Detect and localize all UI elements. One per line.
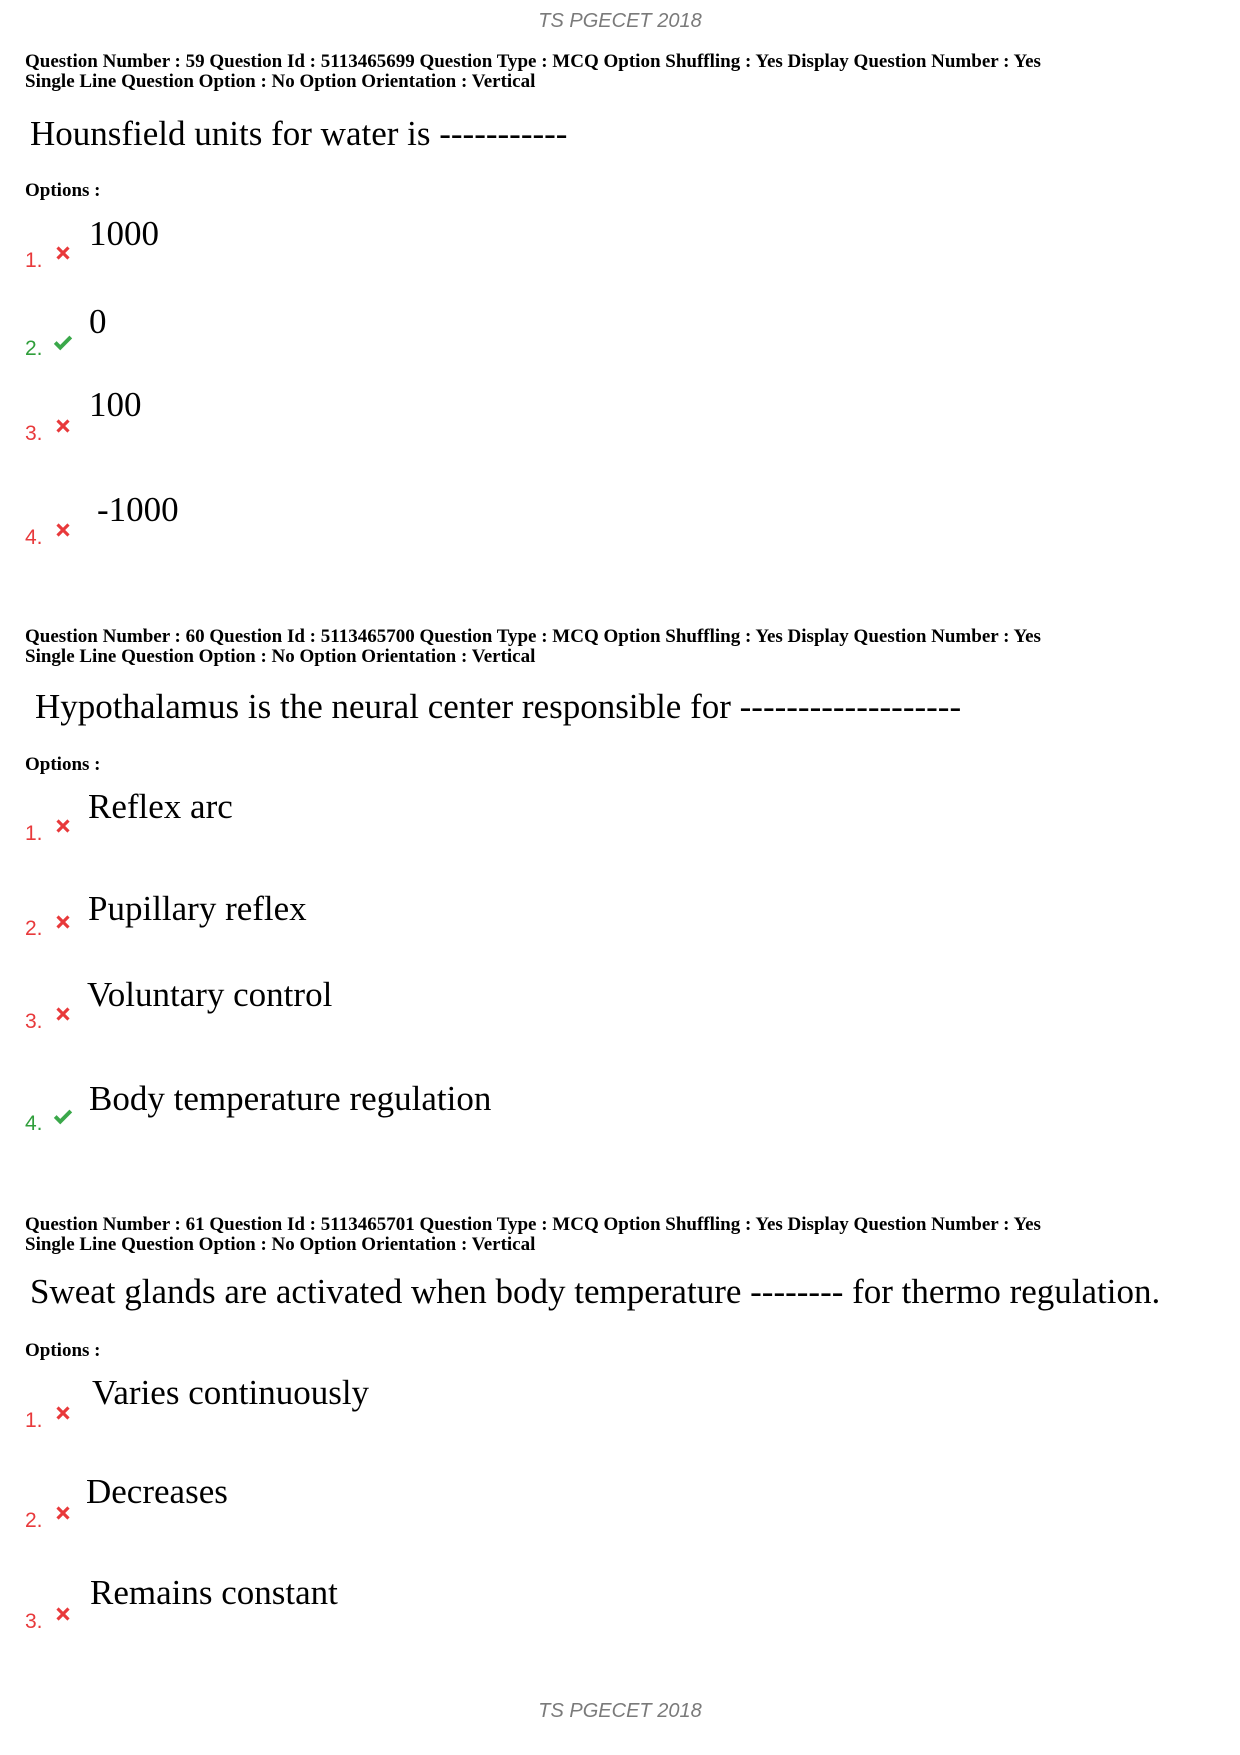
- option-1: [25, 787, 925, 847]
- cross-icon: [52, 519, 74, 541]
- option-number: 2.: [25, 337, 43, 360]
- question-59: [25, 51, 1225, 549]
- check-icon: [52, 332, 74, 354]
- option-1: [25, 1373, 925, 1433]
- cross-icon: [52, 1003, 74, 1025]
- question-meta: [25, 1215, 1225, 1255]
- option-3: [25, 1573, 925, 1633]
- question-61: [25, 1214, 1225, 1633]
- option-text: 1000: [89, 214, 159, 253]
- option-number: 2.: [25, 1509, 43, 1532]
- option-number: 3.: [25, 422, 43, 445]
- question-meta-line2: Single Line Question Option : No Option Orientation : Vertical: [25, 71, 536, 92]
- option-text: Remains constant: [90, 1573, 338, 1612]
- option-number: 3.: [25, 1010, 43, 1033]
- question-meta-line1: Question Number : 59 Question Id : 5113465699 Question Type : MCQ Option Shuffling : Yes Display Question Number : Yes: [25, 51, 1041, 72]
- option-text: 0: [89, 302, 107, 341]
- option-number: 4.: [25, 526, 43, 549]
- cross-icon: [52, 1603, 74, 1625]
- options-label: Options :: [25, 180, 101, 201]
- option-4: [25, 490, 925, 550]
- option-number: 2.: [25, 917, 43, 940]
- question-meta-line1: Question Number : 61 Question Id : 5113465701 Question Type : MCQ Option Shuffling : Yes Display Question Number : Yes: [25, 1214, 1041, 1235]
- question-meta: [25, 627, 1225, 667]
- option-number: 4.: [25, 1112, 43, 1135]
- page-header: TS PGECET 2018: [538, 10, 702, 32]
- options-label: Options :: [25, 754, 101, 775]
- option-1: [25, 214, 925, 274]
- option-4: [25, 1079, 925, 1139]
- question-60: [25, 626, 1225, 1135]
- question-text: Hounsfield units for water is -----------: [30, 114, 568, 153]
- question-meta-line1: Question Number : 60 Question Id : 5113465700 Question Type : MCQ Option Shuffling : Yes Display Question Number : Yes: [25, 626, 1041, 647]
- cross-icon: [52, 815, 74, 837]
- question-text: Sweat glands are activated when body temperature -------- for thermo regulation.: [30, 1272, 1161, 1311]
- option-number: 1.: [25, 822, 43, 845]
- question-meta-line2: Single Line Question Option : No Option Orientation : Vertical: [25, 646, 536, 667]
- option-3: [25, 385, 925, 445]
- option-2: [25, 1472, 925, 1532]
- option-number: 1.: [25, 1409, 43, 1432]
- option-2: [25, 302, 925, 362]
- option-number: 3.: [25, 1610, 43, 1633]
- cross-icon: [52, 1502, 74, 1524]
- option-text: Reflex arc: [88, 787, 233, 826]
- page-footer: TS PGECET 2018: [538, 1700, 702, 1722]
- cross-icon: [52, 415, 74, 437]
- option-text: 100: [89, 385, 142, 424]
- option-text: Voluntary control: [87, 975, 333, 1014]
- cross-icon: [52, 1402, 74, 1424]
- option-text: Varies continuously: [92, 1373, 370, 1412]
- question-text: Hypothalamus is the neural center responsible for -------------------: [35, 687, 962, 726]
- option-number: 1.: [25, 249, 43, 272]
- option-text: Decreases: [86, 1472, 228, 1511]
- cross-icon: [52, 911, 74, 933]
- question-meta-line2: Single Line Question Option : No Option Orientation : Vertical: [25, 1234, 536, 1255]
- option-text: Body temperature regulation: [89, 1079, 492, 1118]
- options-label: Options :: [25, 1340, 101, 1361]
- option-text: Pupillary reflex: [88, 889, 307, 928]
- check-icon: [52, 1106, 74, 1128]
- option-2: [25, 889, 925, 949]
- option-text: -1000: [97, 490, 179, 529]
- cross-icon: [52, 242, 74, 264]
- question-meta: [25, 52, 1225, 92]
- option-3: [25, 975, 925, 1035]
